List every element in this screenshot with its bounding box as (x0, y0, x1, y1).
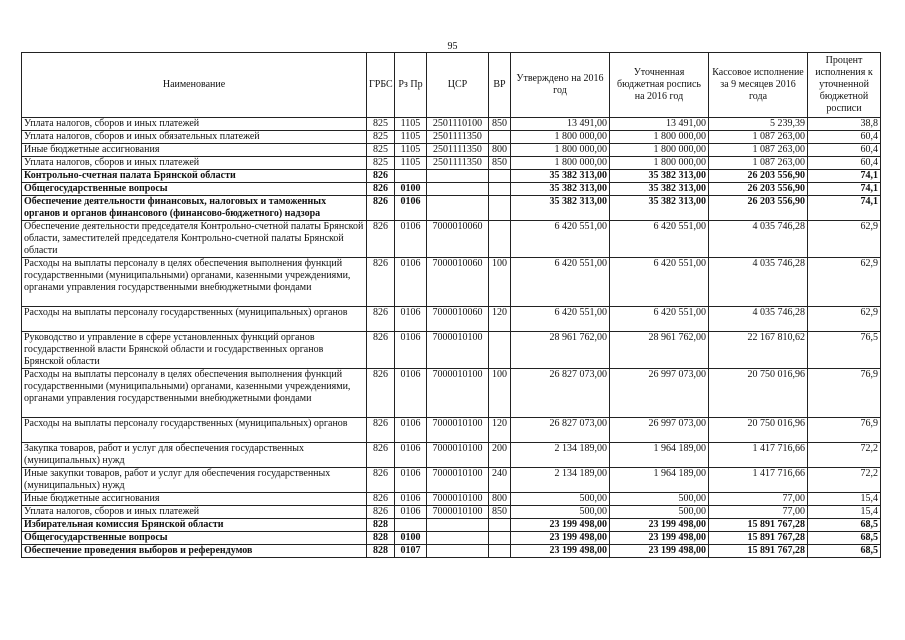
row-updated: 35 382 313,00 (610, 196, 709, 221)
table-row (22, 519, 881, 532)
row-percent: 62,9 (808, 221, 881, 258)
row-approved: 500,00 (511, 506, 610, 519)
row-name: Уплата налогов, сборов и иных обязательных платежей (22, 131, 367, 144)
row-vr: 120 (489, 307, 511, 332)
row-name: Обеспечение деятельности председателя Контрольно-счетной палаты Брянской области, заместителей председателя Контрольно-счетной палаты Брянской области (22, 221, 367, 258)
row-vr (489, 332, 511, 369)
row-rz-pr: 0106 (395, 221, 427, 258)
table-row (22, 118, 881, 131)
row-cash: 4 035 746,28 (709, 307, 808, 332)
row-rz-pr: 1105 (395, 118, 427, 131)
row-percent: 76,5 (808, 332, 881, 369)
row-vr (489, 519, 511, 532)
row-csr (427, 519, 489, 532)
table-row (22, 418, 881, 443)
table-row (22, 493, 881, 506)
row-updated: 23 199 498,00 (610, 519, 709, 532)
row-name: Иные закупки товаров, работ и услуг для обеспечения государственных (муниципальных) нужд (22, 468, 367, 493)
row-cash: 5 239,39 (709, 118, 808, 131)
table-row (22, 258, 881, 307)
row-rz-pr: 0100 (395, 183, 427, 196)
row-percent: 60,4 (808, 157, 881, 170)
row-csr: 2501111350 (427, 131, 489, 144)
row-name: Иные бюджетные ассигнования (22, 144, 367, 157)
row-percent: 15,4 (808, 493, 881, 506)
row-grbs: 826 (367, 307, 395, 332)
row-updated: 26 997 073,00 (610, 418, 709, 443)
header-updated: Уточненная бюджетная роспись на 2016 год (610, 53, 709, 118)
row-rz-pr: 0107 (395, 545, 427, 558)
row-approved: 35 382 313,00 (511, 183, 610, 196)
row-vr: 800 (489, 144, 511, 157)
row-vr: 850 (489, 157, 511, 170)
table-row (22, 545, 881, 558)
row-percent: 74,1 (808, 170, 881, 183)
table-row (22, 532, 881, 545)
row-vr (489, 131, 511, 144)
row-cash: 1 417 716,66 (709, 468, 808, 493)
row-vr (489, 221, 511, 258)
row-vr (489, 170, 511, 183)
row-csr: 7000010060 (427, 307, 489, 332)
row-name: Обеспечение проведения выборов и референдумов (22, 545, 367, 558)
table-row (22, 131, 881, 144)
row-name: Избирательная комиссия Брянской области (22, 519, 367, 532)
row-approved: 23 199 498,00 (511, 532, 610, 545)
row-grbs: 826 (367, 443, 395, 468)
row-percent: 74,1 (808, 183, 881, 196)
row-cash: 4 035 746,28 (709, 221, 808, 258)
row-rz-pr: 0100 (395, 532, 427, 545)
row-vr: 850 (489, 506, 511, 519)
row-percent: 38,8 (808, 118, 881, 131)
row-approved: 2 134 189,00 (511, 468, 610, 493)
row-grbs: 825 (367, 131, 395, 144)
row-percent: 68,5 (808, 519, 881, 532)
row-approved: 6 420 551,00 (511, 307, 610, 332)
row-cash: 1 087 263,00 (709, 157, 808, 170)
row-approved: 28 961 762,00 (511, 332, 610, 369)
row-csr (427, 183, 489, 196)
row-cash: 77,00 (709, 506, 808, 519)
table-row (22, 144, 881, 157)
row-approved: 2 134 189,00 (511, 443, 610, 468)
row-grbs: 826 (367, 258, 395, 307)
row-grbs: 826 (367, 418, 395, 443)
row-name: Общегосударственные вопросы (22, 183, 367, 196)
row-updated: 1 800 000,00 (610, 144, 709, 157)
row-cash: 1 087 263,00 (709, 131, 808, 144)
header-name: Наименование (22, 53, 367, 118)
row-name: Контрольно-счетная палата Брянской области (22, 170, 367, 183)
row-cash: 15 891 767,28 (709, 519, 808, 532)
table-row (22, 443, 881, 468)
row-vr (489, 532, 511, 545)
header-rz-pr: Рз Пр (395, 53, 427, 118)
row-percent: 15,4 (808, 506, 881, 519)
row-grbs: 828 (367, 519, 395, 532)
table-row (22, 468, 881, 493)
row-vr: 120 (489, 418, 511, 443)
row-approved: 23 199 498,00 (511, 545, 610, 558)
row-vr (489, 196, 511, 221)
row-cash: 4 035 746,28 (709, 258, 808, 307)
row-percent: 74,1 (808, 196, 881, 221)
row-updated: 6 420 551,00 (610, 221, 709, 258)
row-rz-pr: 0106 (395, 443, 427, 468)
row-updated: 500,00 (610, 506, 709, 519)
row-vr: 200 (489, 443, 511, 468)
row-csr (427, 196, 489, 221)
row-name: Расходы на выплаты персоналу государственных (муниципальных) органов (22, 307, 367, 332)
row-name: Расходы на выплаты персоналу в целях обеспечения выполнения функций государственными (муниципальными) органами, казенными учреждениями, органами управления государственными внебюджетными фондами (22, 369, 367, 418)
row-cash: 77,00 (709, 493, 808, 506)
row-csr: 7000010100 (427, 418, 489, 443)
row-percent: 68,5 (808, 532, 881, 545)
row-percent: 60,4 (808, 144, 881, 157)
row-cash: 26 203 556,90 (709, 170, 808, 183)
row-cash: 1 087 263,00 (709, 144, 808, 157)
row-rz-pr (395, 170, 427, 183)
row-rz-pr: 0106 (395, 369, 427, 418)
row-cash: 15 891 767,28 (709, 545, 808, 558)
row-percent: 72,2 (808, 468, 881, 493)
row-rz-pr: 0106 (395, 493, 427, 506)
row-csr (427, 170, 489, 183)
row-cash: 22 167 810,62 (709, 332, 808, 369)
row-name: Уплата налогов, сборов и иных платежей (22, 506, 367, 519)
row-approved: 6 420 551,00 (511, 258, 610, 307)
row-csr: 7000010100 (427, 369, 489, 418)
row-grbs: 826 (367, 183, 395, 196)
row-rz-pr: 0106 (395, 418, 427, 443)
table-row (22, 183, 881, 196)
row-approved: 23 199 498,00 (511, 519, 610, 532)
row-percent: 76,9 (808, 418, 881, 443)
table-row (22, 332, 881, 369)
row-updated: 500,00 (610, 493, 709, 506)
table-row (22, 170, 881, 183)
row-rz-pr: 1105 (395, 131, 427, 144)
row-cash: 26 203 556,90 (709, 183, 808, 196)
row-cash: 20 750 016,96 (709, 369, 808, 418)
row-rz-pr: 0106 (395, 468, 427, 493)
row-csr: 7000010060 (427, 258, 489, 307)
row-grbs: 826 (367, 196, 395, 221)
row-csr: 7000010100 (427, 443, 489, 468)
row-csr: 7000010100 (427, 332, 489, 369)
row-grbs: 826 (367, 493, 395, 506)
row-approved: 35 382 313,00 (511, 196, 610, 221)
row-updated: 23 199 498,00 (610, 532, 709, 545)
row-grbs: 825 (367, 144, 395, 157)
row-grbs: 826 (367, 369, 395, 418)
row-cash: 15 891 767,28 (709, 532, 808, 545)
row-name: Общегосударственные вопросы (22, 532, 367, 545)
row-rz-pr: 0106 (395, 506, 427, 519)
row-percent: 68,5 (808, 545, 881, 558)
row-approved: 13 491,00 (511, 118, 610, 131)
row-grbs: 828 (367, 532, 395, 545)
row-rz-pr (395, 519, 427, 532)
row-percent: 72,2 (808, 443, 881, 468)
row-approved: 1 800 000,00 (511, 131, 610, 144)
row-rz-pr: 1105 (395, 144, 427, 157)
row-cash: 1 417 716,66 (709, 443, 808, 468)
row-csr: 2501111350 (427, 144, 489, 157)
header-approved: Утверждено на 2016 год (511, 53, 610, 118)
row-cash: 26 203 556,90 (709, 196, 808, 221)
table-header-row (22, 53, 881, 118)
row-updated: 6 420 551,00 (610, 258, 709, 307)
row-name: Иные бюджетные ассигнования (22, 493, 367, 506)
row-updated: 1 964 189,00 (610, 443, 709, 468)
row-rz-pr: 1105 (395, 157, 427, 170)
row-approved: 35 382 313,00 (511, 170, 610, 183)
row-csr: 2501110100 (427, 118, 489, 131)
row-vr (489, 183, 511, 196)
row-percent: 62,9 (808, 258, 881, 307)
row-vr: 240 (489, 468, 511, 493)
row-name: Руководство и управление в сфере установленных функций органов государственной власти Брянской области и государственных органов Брянской области (22, 332, 367, 369)
row-percent: 60,4 (808, 131, 881, 144)
row-updated: 6 420 551,00 (610, 307, 709, 332)
row-vr: 100 (489, 369, 511, 418)
row-updated: 35 382 313,00 (610, 183, 709, 196)
table-row (22, 221, 881, 258)
row-name: Обеспечение деятельности финансовых, налоговых и таможенных органов и органов финансового (финансово-бюджетного) надзора (22, 196, 367, 221)
row-approved: 6 420 551,00 (511, 221, 610, 258)
row-updated: 35 382 313,00 (610, 170, 709, 183)
row-grbs: 825 (367, 118, 395, 131)
row-vr: 100 (489, 258, 511, 307)
table-row (22, 196, 881, 221)
row-rz-pr: 0106 (395, 258, 427, 307)
row-updated: 28 961 762,00 (610, 332, 709, 369)
row-approved: 1 800 000,00 (511, 144, 610, 157)
row-vr (489, 545, 511, 558)
row-csr (427, 532, 489, 545)
row-vr: 800 (489, 493, 511, 506)
row-rz-pr: 0106 (395, 332, 427, 369)
table-row (22, 369, 881, 418)
row-updated: 13 491,00 (610, 118, 709, 131)
row-grbs: 826 (367, 221, 395, 258)
row-percent: 76,9 (808, 369, 881, 418)
table-row (22, 157, 881, 170)
row-grbs: 826 (367, 170, 395, 183)
row-vr: 850 (489, 118, 511, 131)
row-grbs: 828 (367, 545, 395, 558)
row-rz-pr: 0106 (395, 196, 427, 221)
table-row (22, 307, 881, 332)
row-grbs: 825 (367, 157, 395, 170)
page-number: 95 (447, 41, 458, 52)
header-grbs: ГРБС (367, 53, 395, 118)
row-approved: 500,00 (511, 493, 610, 506)
row-approved: 26 827 073,00 (511, 369, 610, 418)
header-vr: ВР (489, 53, 511, 118)
row-name: Расходы на выплаты персоналу государственных (муниципальных) органов (22, 418, 367, 443)
row-approved: 1 800 000,00 (511, 157, 610, 170)
row-name: Закупка товаров, работ и услуг для обеспечения государственных (муниципальных) нужд (22, 443, 367, 468)
row-csr: 2501111350 (427, 157, 489, 170)
row-grbs: 826 (367, 468, 395, 493)
row-updated: 1 800 000,00 (610, 157, 709, 170)
row-rz-pr: 0106 (395, 307, 427, 332)
row-name: Расходы на выплаты персоналу в целях обеспечения выполнения функций государственными (муниципальными) органами, казенными учреждениями, органами управления государственными внебюджетными фондами (22, 258, 367, 307)
row-grbs: 826 (367, 506, 395, 519)
budget-execution-table (21, 52, 881, 558)
row-approved: 26 827 073,00 (511, 418, 610, 443)
row-percent: 62,9 (808, 307, 881, 332)
header-percent: Процент исполнения к уточненной бюджетной росписи (808, 53, 881, 118)
row-csr: 7000010060 (427, 221, 489, 258)
row-updated: 1 964 189,00 (610, 468, 709, 493)
row-name: Уплата налогов, сборов и иных платежей (22, 118, 367, 131)
row-name: Уплата налогов, сборов и иных платежей (22, 157, 367, 170)
header-csr: ЦСР (427, 53, 489, 118)
row-csr: 7000010100 (427, 468, 489, 493)
row-updated: 26 997 073,00 (610, 369, 709, 418)
header-cash: Кассовое исполнение за 9 месяцев 2016 года (709, 53, 808, 118)
row-grbs: 826 (367, 332, 395, 369)
table-row (22, 506, 881, 519)
row-updated: 1 800 000,00 (610, 131, 709, 144)
row-cash: 20 750 016,96 (709, 418, 808, 443)
row-csr: 7000010100 (427, 493, 489, 506)
row-csr: 7000010100 (427, 506, 489, 519)
row-csr (427, 545, 489, 558)
row-updated: 23 199 498,00 (610, 545, 709, 558)
